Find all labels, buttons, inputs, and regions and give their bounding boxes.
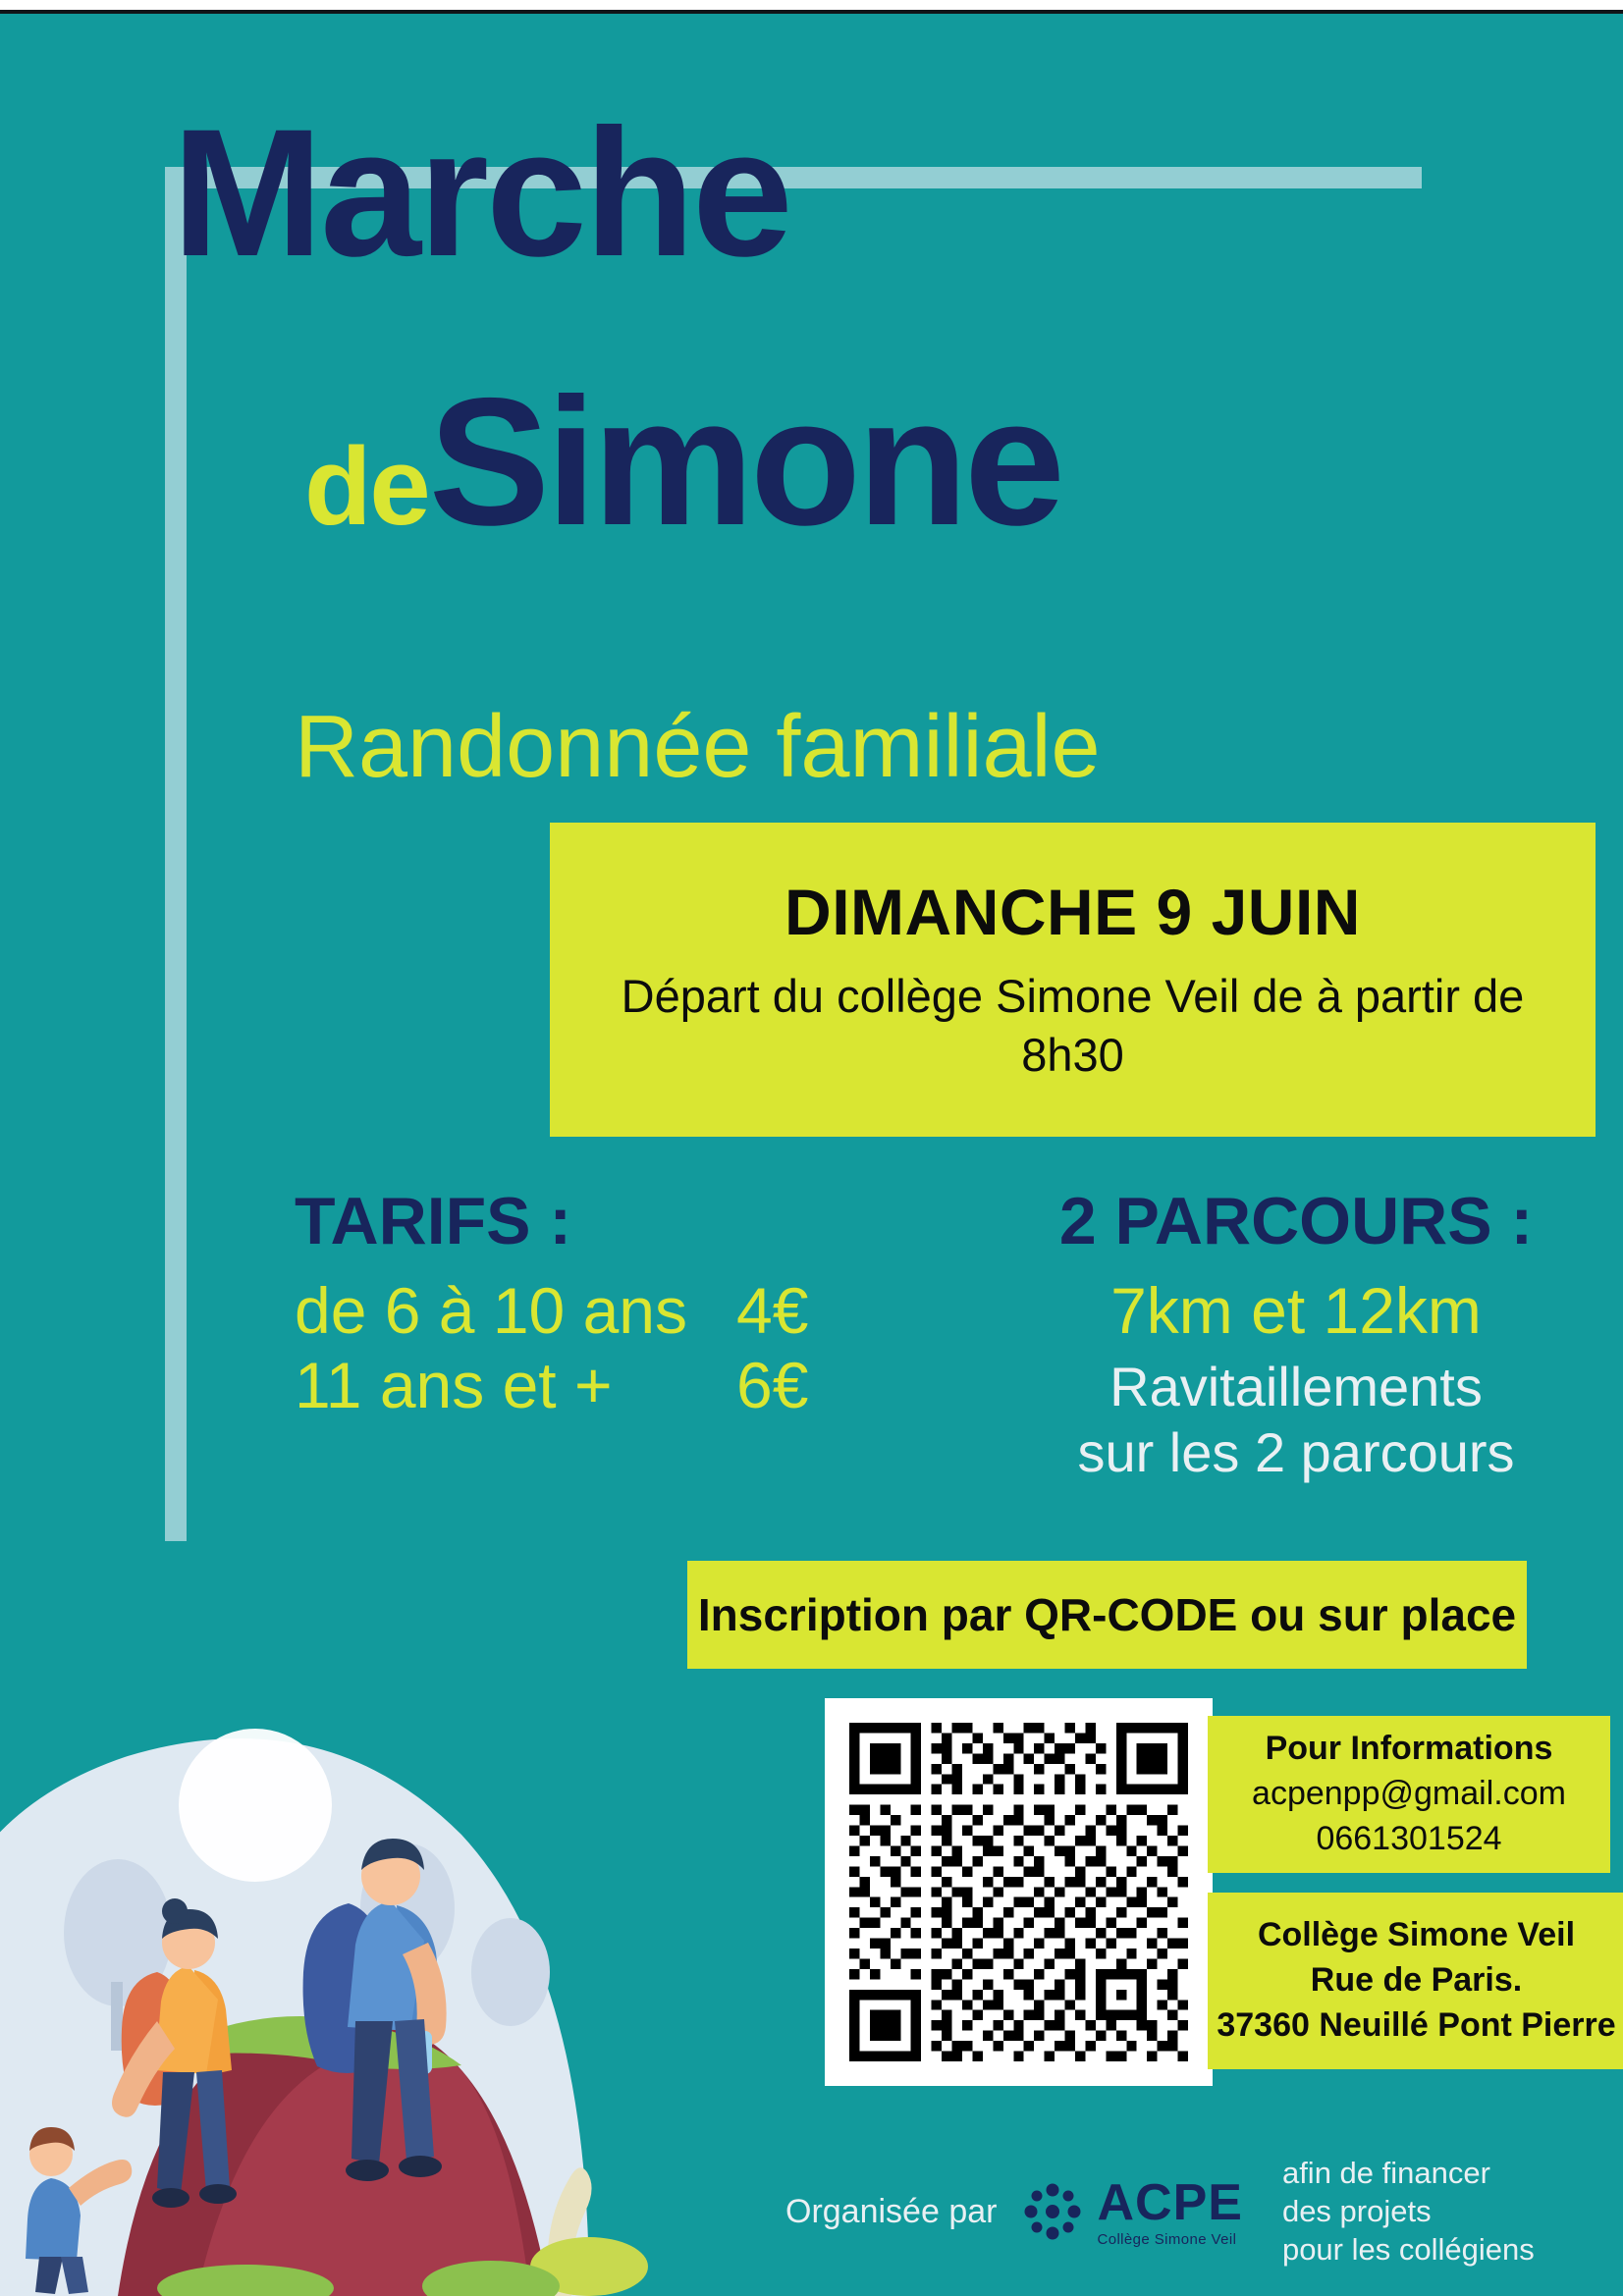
scan-top-rule	[0, 10, 1623, 14]
tarifs-section	[295, 1183, 808, 1422]
acpe-subtitle: Collège Simone Veil	[1097, 2230, 1237, 2248]
address-box	[1208, 1893, 1623, 2069]
qr-code-container[interactable]	[825, 1698, 1213, 2086]
footer-purpose-line2: des projets	[1281, 2193, 1432, 2228]
parcours-section	[1031, 1183, 1561, 1485]
acpe-logo	[1018, 2173, 1243, 2248]
tarifs-heading: TARIFS :	[295, 1184, 572, 1258]
acpe-logo-text	[1097, 2173, 1243, 2248]
parcours-ravitaillement-line1: Ravitaillements	[1109, 1356, 1483, 1417]
date-title: DIMANCHE 9 JUIN	[784, 875, 1361, 948]
address-line1: Collège Simone Veil	[1257, 1916, 1576, 1954]
address-line2: Rue de Paris.	[1310, 1961, 1523, 2000]
address-line3: 37360 Neuillé Pont Pierre	[1217, 2005, 1616, 2044]
footer-organised-by: Organisée par	[785, 2192, 998, 2230]
contact-heading: Pour Informations	[1265, 1730, 1553, 1768]
acpe-snowflake-icon	[1018, 2177, 1087, 2246]
qr-code[interactable]	[849, 1723, 1188, 2061]
parcours-ravitaillement-line2: sur les 2 parcours	[1077, 1421, 1515, 1484]
date-banner	[550, 823, 1596, 1137]
title-simone: Simone	[428, 361, 1061, 563]
footer	[785, 2155, 1535, 2269]
tarif-row	[295, 1273, 808, 1348]
acpe-name: ACPE	[1097, 2173, 1243, 2231]
parcours-distances: 7km et 12km	[1110, 1274, 1482, 1347]
footer-purpose-line1: afin de financer	[1281, 2156, 1490, 2190]
tarif-row	[295, 1348, 808, 1422]
poster-subtitle: Randonnée familiale	[295, 698, 1101, 796]
title-de-simone	[304, 358, 1061, 566]
scan-top-margin	[0, 0, 1623, 10]
title-de: de	[304, 425, 429, 548]
contact-info-box	[1208, 1716, 1610, 1873]
inscription-text: Inscription par QR-CODE ou sur place	[697, 1589, 1517, 1640]
title-marche: Marche	[172, 92, 790, 294]
tarif-label: 11 ans et +	[295, 1349, 613, 1421]
tarif-price: 6€	[736, 1349, 809, 1421]
footer-purpose-line3: pour les collégiens	[1281, 2231, 1535, 2267]
tarif-label: de 6 à 10 ans	[295, 1274, 687, 1347]
contact-phone[interactable]: 0661301524	[1316, 1819, 1502, 1857]
contact-email[interactable]: acpenpp@gmail.com	[1252, 1775, 1566, 1813]
footer-purpose	[1282, 2155, 1535, 2269]
tarif-price: 4€	[736, 1274, 809, 1347]
family-hiking-illustration	[0, 1511, 746, 2296]
date-description: Départ du collège Simone Veil de à partir de 8h30	[621, 969, 1525, 1081]
inscription-banner	[687, 1561, 1527, 1669]
parcours-heading: 2 PARCOURS :	[1058, 1184, 1534, 1258]
